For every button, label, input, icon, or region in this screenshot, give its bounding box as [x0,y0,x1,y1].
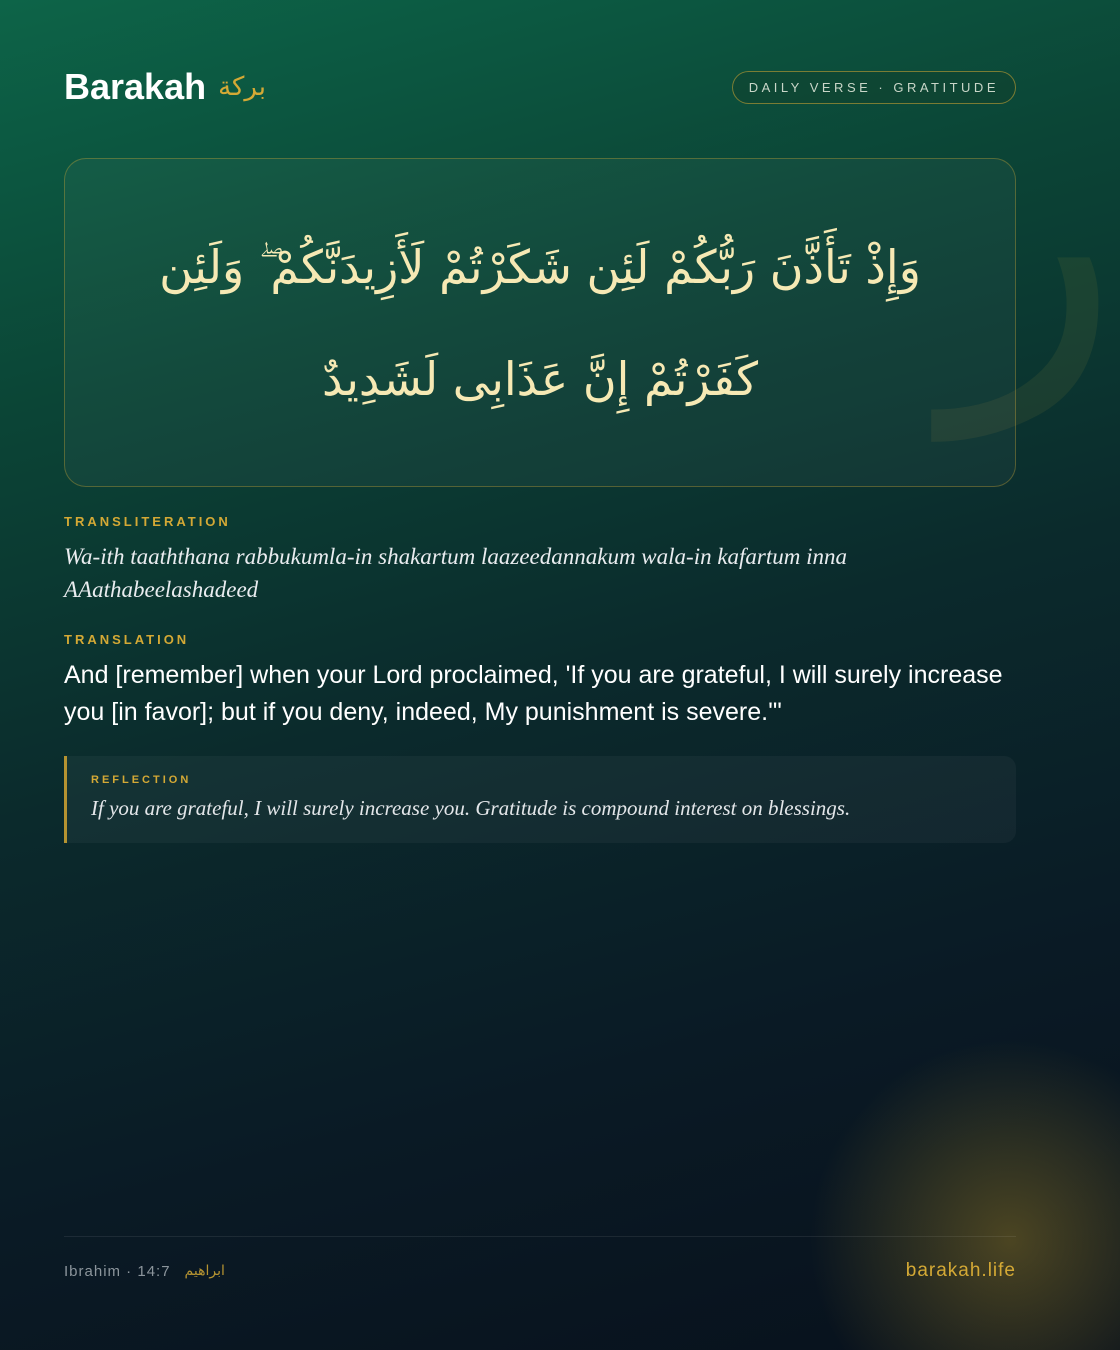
translation-text: And [remember] when your Lord proclaimed, 'If you are grateful, I will surely increase you [in favor]; but if you deny, indeed, My punishment is severe.'" [64,661,1003,726]
footer [64,1260,1016,1282]
reflection-text: If you are grateful, I will surely increase you. Gratitude is compound interest on blessings. [91,796,851,820]
verse-reference [64,1263,225,1280]
verse-card [64,158,1016,487]
surah-arabic: ابراهيم [184,1263,225,1279]
transliteration-text: Wa-ith taaththana rabbukumla-in shakartum laazeedannakum wala-in kafartum inna AAathabeelashadeed [64,544,848,602]
translation-label: TRANSLATION [64,632,190,647]
arabic-verse: وَإِذْ تَأَذَّنَ رَبُّكُمْ لَئِن شَكَرْتُمْ لَأَزِيدَنَّكُمْ ۖ وَلَئِن كَفَرْتُمْ إِنَّ عَذَابِى لَشَدِيدٌ [159,239,921,406]
brand [64,66,266,108]
footer-divider [64,1236,1016,1237]
brand-arabic: بركة [218,72,266,102]
category-badge: DAILY VERSE · GRATITUDE [732,71,1016,104]
transliteration-label: TRANSLITERATION [64,514,231,529]
header [64,66,1016,108]
reflection-label: REFLECTION [91,774,192,786]
reference-text: Ibrahim · 14:7 [64,1262,171,1280]
site-link[interactable]: barakah.life [905,1260,1016,1281]
brand-name: Barakah [64,66,207,107]
reflection-box [64,756,1016,843]
decorative-calligraphy: ر [946,20,1120,439]
